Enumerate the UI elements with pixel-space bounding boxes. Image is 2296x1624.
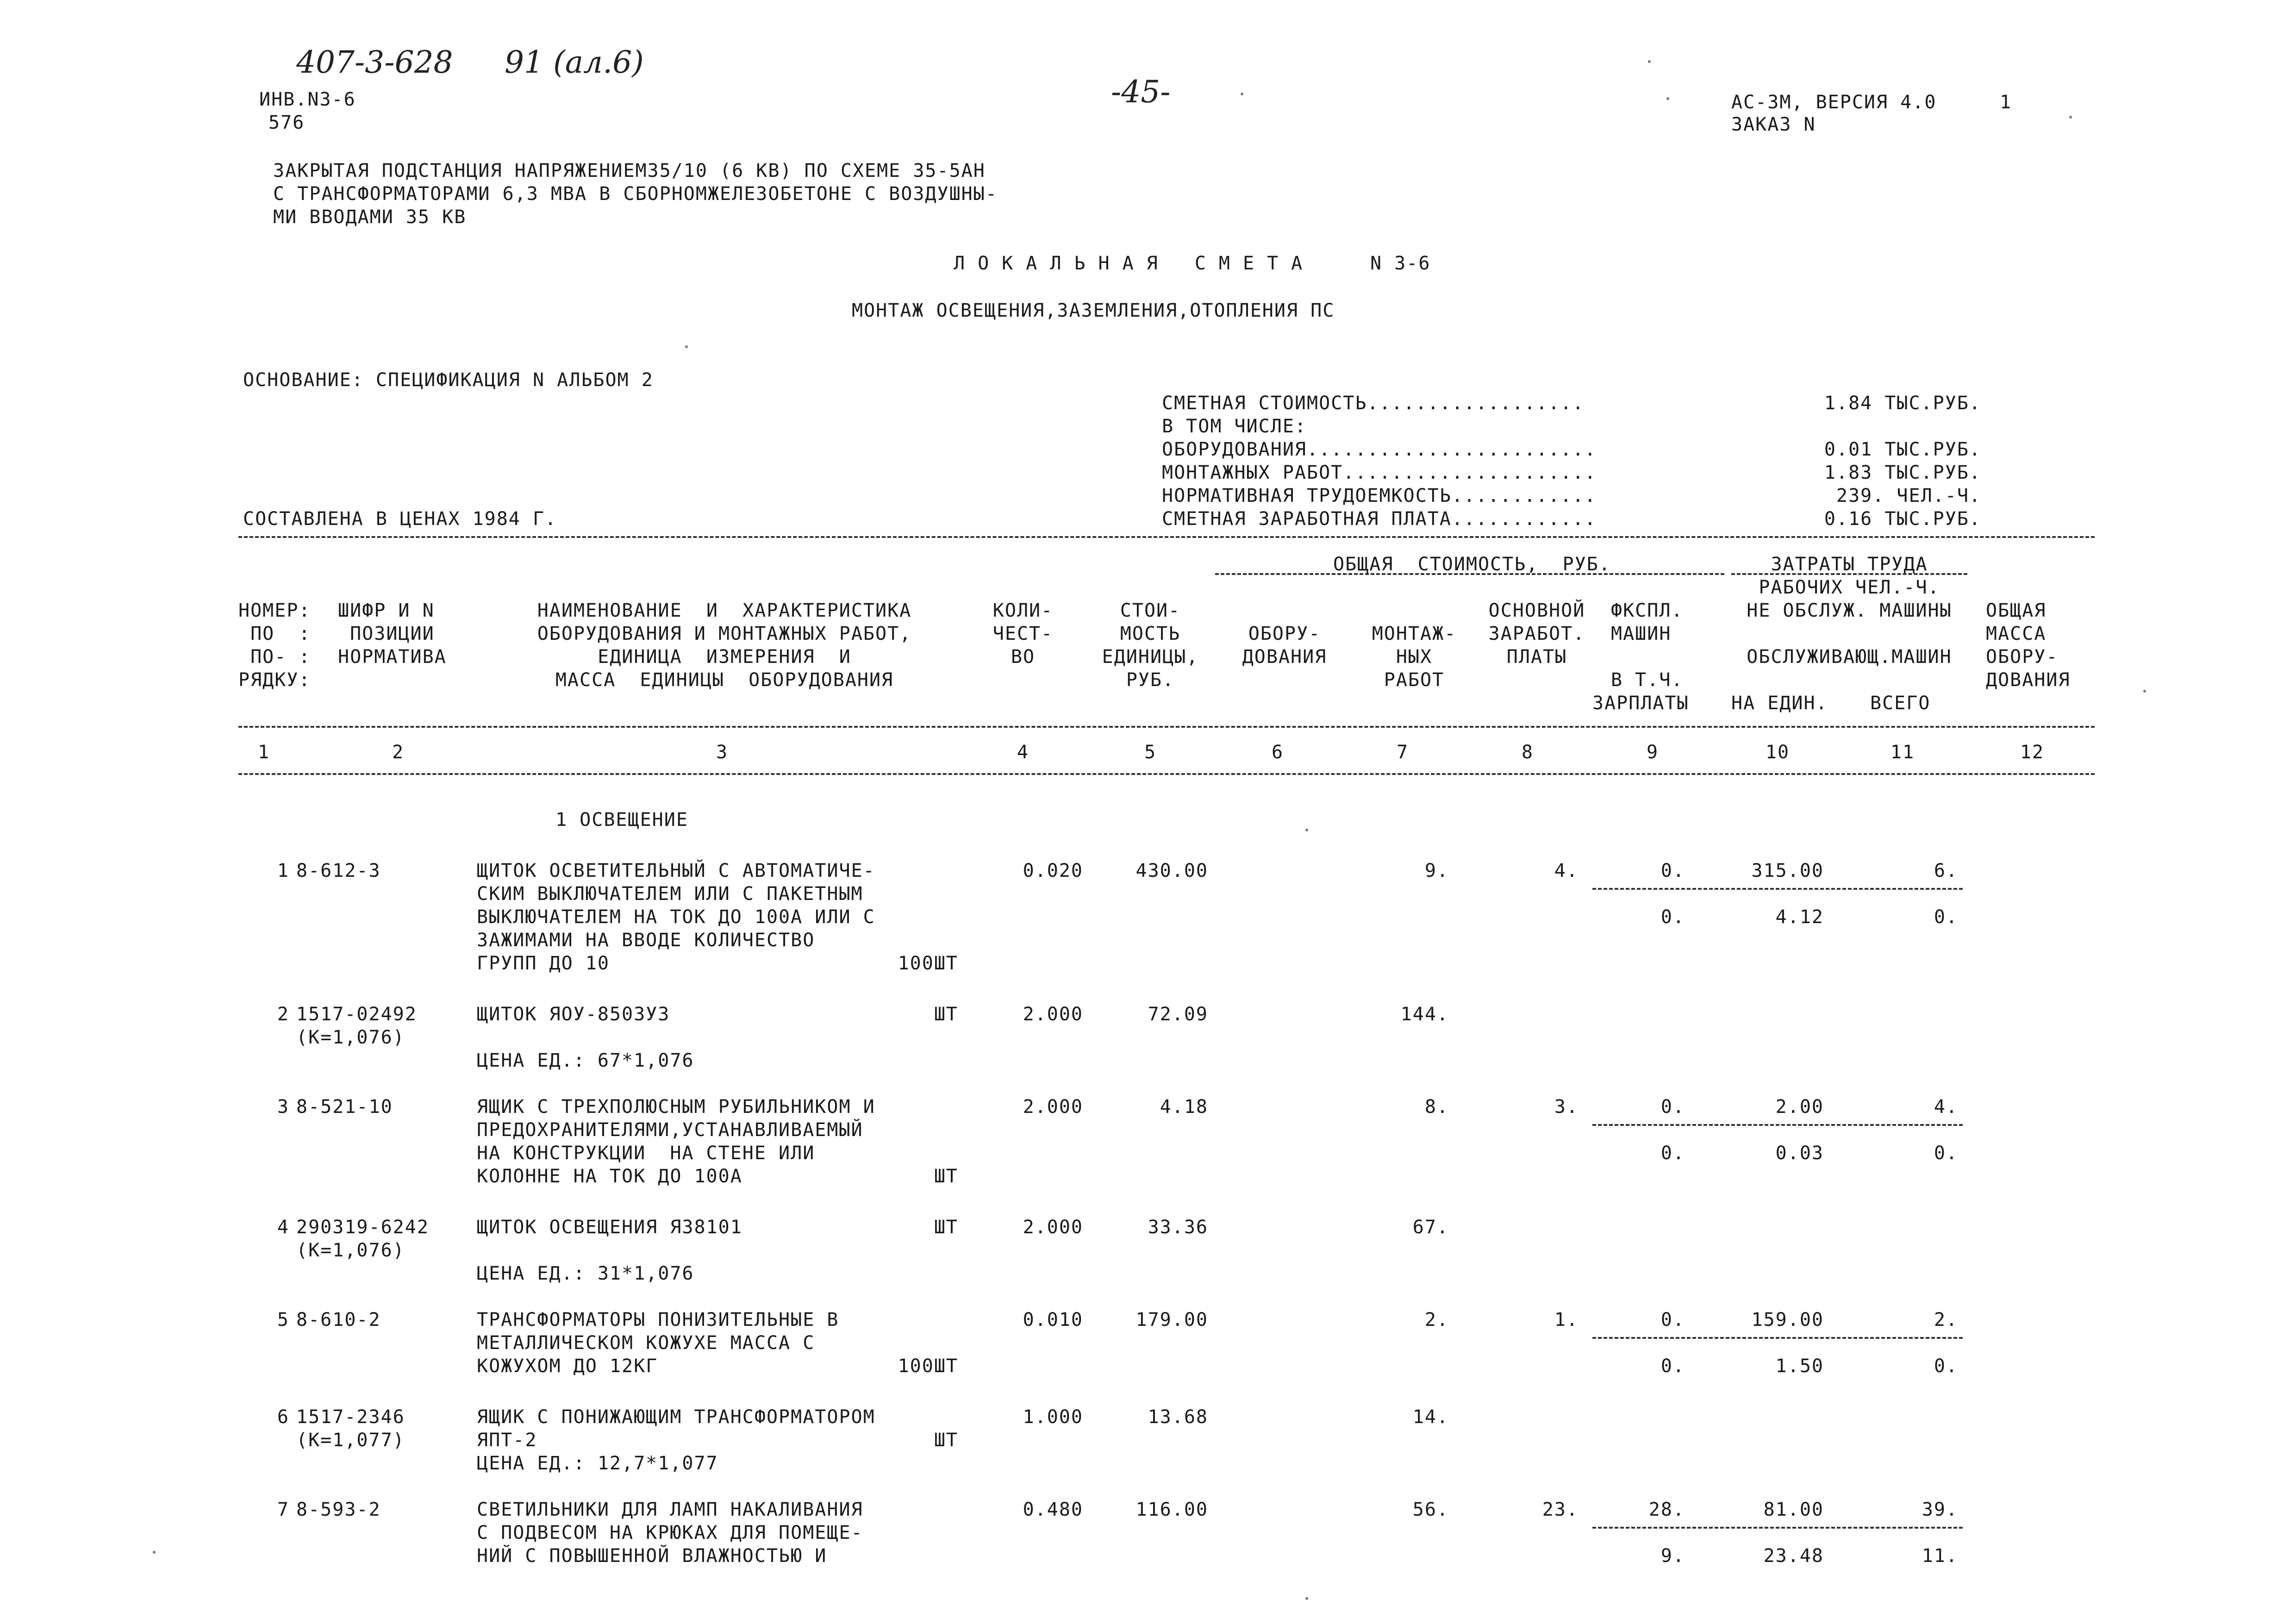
row-description: ЯЩИК С ТРЕХПОЛЮСНЫМ РУБИЛЬНИКОМ И <box>477 1096 875 1118</box>
col-header-labor: ЗАТРАТЫ ТРУДА <box>1771 554 1928 575</box>
scan-speck <box>1305 1597 1308 1600</box>
col-index: 6 <box>1271 742 1284 763</box>
scan-speck <box>1666 97 1669 100</box>
handwritten-album: 91 (ал.6) <box>505 44 644 80</box>
col-index: 2 <box>392 742 405 763</box>
row-description: КОЛОННЕ НА ТОК ДО 100А <box>477 1166 742 1187</box>
col-index: 3 <box>716 742 729 763</box>
row-service-total: 0. <box>1934 1143 1958 1164</box>
col-index: 4 <box>1017 742 1029 763</box>
row-mounting-cost: 67. <box>1412 1217 1449 1238</box>
row-quantity: 2.000 <box>1023 1096 1083 1118</box>
row-number: 3 <box>277 1096 289 1118</box>
col-header-mass: ОБЩАЯ <box>1986 600 2046 621</box>
row-number: 1 <box>277 860 289 881</box>
col-header-wages: ОСНОВНОЙ <box>1488 600 1585 621</box>
row-code: (К=1,076) <box>296 1027 405 1048</box>
col-header-number: НОМЕР: <box>238 600 311 621</box>
row-wage: 3. <box>1554 1096 1578 1118</box>
row-unit: ШТ <box>934 1430 958 1451</box>
row-unit-price: 13.68 <box>1148 1406 1208 1428</box>
col-header-name: ОБОРУДОВАНИЯ И МОНТАЖНЫХ РАБОТ, <box>537 623 912 644</box>
row-description: ТРАНСФОРМАТОРЫ ПОНИЗИТЕЛЬНЫЕ В <box>477 1309 839 1330</box>
col-index: 11 <box>1890 742 1915 763</box>
row-code: 8-612-3 <box>296 860 381 881</box>
estimate-number: N 3-6 <box>1370 253 1431 274</box>
summary-label: В ТОМ ЧИСЛЕ: <box>1162 416 1307 437</box>
summary-value: 1.84 ТЫС.РУБ. <box>1824 393 1981 414</box>
row-code: 8-610-2 <box>296 1309 381 1330</box>
scan-speck <box>2069 116 2072 119</box>
inventory-label: ИНВ.N3-6 <box>259 89 356 110</box>
row-unit-price: 4.18 <box>1160 1096 1208 1118</box>
basis-text: ОСНОВАНИЕ: СПЕЦИФИКАЦИЯ N АЛЬБОМ 2 <box>243 369 654 391</box>
col-header-total-cost: ОБЩАЯ СТОИМОСТЬ, РУБ. <box>1333 554 1611 575</box>
col-header-quantity: КОЛИ- <box>992 600 1054 621</box>
row-wage: 4. <box>1554 860 1578 881</box>
scan-speck <box>685 345 688 348</box>
inventory-number: 576 <box>268 112 305 133</box>
col-header-mounting: МОНТАЖ- <box>1372 623 1457 644</box>
row-description: ЯПТ-2 <box>477 1430 537 1451</box>
row-number: 2 <box>277 1004 289 1025</box>
col-header-wages: ПЛАТЫ <box>1506 646 1567 668</box>
row-description: СВЕТИЛЬНИКИ ДЛЯ ЛАМП НАКАЛИВАНИЯ <box>477 1499 863 1520</box>
row-labor-unit: 315.00 <box>1751 860 1824 881</box>
row-description: ЗАЖИМАМИ НА ВВОДЕ КОЛИЧЕСТВО <box>477 930 815 951</box>
row-machines: 0. <box>1660 1309 1685 1330</box>
col-header-number: ПО- : <box>238 646 311 668</box>
summary-label: НОРМАТИВНАЯ ТРУДОЕМКОСТЬ............ <box>1162 485 1597 506</box>
row-labor-total: 4. <box>1934 1096 1958 1118</box>
col-header-mounting: НЫХ <box>1396 646 1433 668</box>
row-service-unit: 23.48 <box>1763 1545 1824 1567</box>
header-rule-top <box>238 536 2095 538</box>
row-labor-total: 39. <box>1922 1499 1958 1520</box>
col-header-labor-unit: НА ЕДИН. <box>1731 693 1828 714</box>
row-quantity: 2.000 <box>1023 1004 1083 1025</box>
row-service-total: 0. <box>1934 1355 1958 1377</box>
row-unit: 100ШТ <box>898 953 958 974</box>
row-description: МЕТАЛЛИЧЕСКОМ КОЖУХЕ МАССА С <box>477 1332 815 1354</box>
row-number: 7 <box>277 1499 289 1520</box>
col-header-labor-sub: НЕ ОБСЛУЖ. МАШИНЫ <box>1747 600 1952 621</box>
summary-value: 239. ЧЕЛ.-Ч. <box>1836 485 1981 506</box>
sub-row-rule <box>1592 1527 1963 1529</box>
row-description: НИЙ С ПОВЫШЕННОЙ ВЛАЖНОСТЬЮ И <box>477 1545 827 1567</box>
row-quantity: 2.000 <box>1023 1217 1083 1238</box>
col-header-machines: МАШИН <box>1611 623 1672 644</box>
row-code: 290319-6242 <box>296 1217 429 1238</box>
col-header-equipment: ДОВАНИЯ <box>1242 646 1327 668</box>
row-service-total: 11. <box>1922 1545 1958 1567</box>
row-machine-wage: 9. <box>1660 1545 1685 1567</box>
row-mounting-cost: 56. <box>1412 1499 1449 1520</box>
project-line-3: МИ ВВОДАМИ 35 КВ <box>273 206 467 228</box>
col-index: 1 <box>257 742 270 763</box>
row-number: 6 <box>277 1406 289 1428</box>
col-index: 7 <box>1396 742 1409 763</box>
col-index: 8 <box>1521 742 1534 763</box>
row-labor-unit: 159.00 <box>1751 1309 1824 1330</box>
col-header-unit-cost: РУБ. <box>1126 669 1175 691</box>
row-machines: 0. <box>1660 860 1685 881</box>
row-labor-unit: 81.00 <box>1763 1499 1824 1520</box>
col-header-number: РЯДКУ: <box>238 669 311 691</box>
col-header-unit-cost: ЕДИНИЦЫ, <box>1102 646 1199 668</box>
row-unit-price: 33.36 <box>1148 1217 1208 1238</box>
estimate-subtitle: МОНТАЖ ОСВЕЩЕНИЯ,ЗАЗЕМЛЕНИЯ,ОТОПЛЕНИЯ ПС <box>852 300 1335 321</box>
row-service-unit: 1.50 <box>1775 1355 1824 1377</box>
row-machines: 0. <box>1660 1096 1685 1118</box>
project-line-1: ЗАКРЫТАЯ ПОДСТАНЦИЯ НАПРЯЖЕНИЕМ35/10 (6 КВ) ПО СХЕМЕ 35-5АН <box>273 160 986 181</box>
col-header-code: ПОЗИЦИИ <box>338 623 435 644</box>
row-code: 8-521-10 <box>296 1096 393 1118</box>
row-unit-price: 72.09 <box>1148 1004 1208 1025</box>
scan-speck <box>2143 690 2146 693</box>
row-description: ЯЩИК С ПОНИЖАЮЩИМ ТРАНСФОРМАТОРОМ <box>477 1406 875 1428</box>
col-index: 10 <box>1765 742 1790 763</box>
row-description: С ПОДВЕСОМ НА КРЮКАХ ДЛЯ ПОМЕЩЕ- <box>477 1522 863 1543</box>
row-unit-price: 179.00 <box>1136 1309 1208 1330</box>
row-machine-wage: 0. <box>1660 1355 1685 1377</box>
summary-label: СМЕТНАЯ СТОИМОСТЬ.................. <box>1162 393 1585 414</box>
col-header-mass: МАССА <box>1986 623 2046 644</box>
prices-year: СОСТАВЛЕНА В ЦЕНАХ 1984 Г. <box>243 508 557 530</box>
col-header-quantity: ЧЕСТ- <box>992 623 1054 644</box>
col-header-machines: ФКСПЛ. <box>1611 600 1684 621</box>
col-header-code: ШИФР И N <box>338 600 435 621</box>
scan-speck <box>1241 93 1243 95</box>
estimate-title: ЛОКАЛЬНАЯ СМЕТА <box>954 253 1316 274</box>
sub-row-rule <box>1592 1337 1963 1339</box>
row-description: ЩИТОК ОСВЕЩЕНИЯ ЯЗ8101 <box>477 1217 742 1238</box>
row-machines: 28. <box>1648 1499 1685 1520</box>
row-mounting-cost: 144. <box>1400 1004 1449 1025</box>
header-rule-mid <box>238 726 2095 728</box>
scan-speck <box>1648 60 1651 63</box>
col-header-number: ПО : <box>238 623 311 644</box>
col-index: 9 <box>1646 742 1659 763</box>
col-header-mounting: РАБОТ <box>1384 669 1445 691</box>
row-wage: 1. <box>1554 1309 1578 1330</box>
row-unit: ШТ <box>934 1004 958 1025</box>
col-header-mass: ОБОРУ- <box>1986 646 2059 668</box>
row-code: (К=1,076) <box>296 1240 405 1261</box>
col-header-mass: ДОВАНИЯ <box>1986 669 2071 691</box>
row-description: НА КОНСТРУКЦИИ НА СТЕНЕ ИЛИ <box>477 1143 815 1164</box>
row-service-total: 0. <box>1934 906 1958 928</box>
col-header-wages: ЗАРАБОТ. <box>1488 623 1585 644</box>
handwritten-doc-number: 407-3-628 <box>296 44 453 80</box>
scan-speck <box>153 1551 156 1554</box>
row-code: 1517-02492 <box>296 1004 417 1025</box>
row-labor-total: 2. <box>1934 1309 1958 1330</box>
col-header-machines: ЗАРПЛАТЫ <box>1592 693 1689 714</box>
col-header-name: МАССА ЕДИНИЦЫ ОБОРУДОВАНИЯ <box>555 669 894 691</box>
project-line-2: С ТРАНСФОРМАТОРАМИ 6,3 МВА В СБОРНОМЖЕЛЕЗОБЕТОНЕ С ВОЗДУШНЫ- <box>273 183 998 205</box>
order-label: ЗАКАЗ N <box>1731 114 1816 135</box>
row-unit-price: 116.00 <box>1136 1499 1208 1520</box>
section-heading: 1 ОСВЕЩЕНИЕ <box>555 809 688 831</box>
software-version: АС-3М, ВЕРСИЯ 4.0 <box>1731 92 1937 113</box>
col-header-equipment: ОБОРУ- <box>1248 623 1321 644</box>
row-wage: 23. <box>1542 1499 1578 1520</box>
row-mounting-cost: 14. <box>1412 1406 1449 1428</box>
row-unit: ШТ <box>934 1217 958 1238</box>
summary-value: 1.83 ТЫС.РУБ. <box>1824 462 1981 483</box>
scan-speck <box>1305 829 1308 831</box>
col-header-code: НОРМАТИВА <box>338 646 447 668</box>
sub-row-rule <box>1592 1124 1963 1126</box>
row-unit: ШТ <box>934 1166 958 1187</box>
row-description: ЩИТОК ЯОУ-8503У3 <box>477 1004 670 1025</box>
row-number: 4 <box>277 1217 289 1238</box>
col-header-labor-sub: ОБСЛУЖИВАЮЩ.МАШИН <box>1747 646 1952 668</box>
col-header-labor-total: ВСЕГО <box>1870 693 1931 714</box>
row-quantity: 0.480 <box>1023 1499 1083 1520</box>
row-price-note: ЦЕНА ЕД.: 67*1,076 <box>477 1050 694 1071</box>
row-description: ГРУПП ДО 10 <box>477 953 610 974</box>
row-labor-total: 6. <box>1934 860 1958 881</box>
row-description: ПРЕДОХРАНИТЕЛЯМИ,УСТАНАВЛИВАЕМЫЙ <box>477 1119 863 1141</box>
row-number: 5 <box>277 1309 289 1330</box>
row-quantity: 0.010 <box>1023 1309 1083 1330</box>
header-rule-bottom <box>238 773 2095 775</box>
row-service-unit: 0.03 <box>1775 1143 1824 1164</box>
col-header-machines: В Т.Ч. <box>1611 669 1684 691</box>
row-price-note: ЦЕНА ЕД.: 12,7*1,077 <box>477 1453 718 1474</box>
row-mounting-cost: 8. <box>1424 1096 1449 1118</box>
summary-label: МОНТАЖНЫХ РАБОТ..................... <box>1162 462 1597 483</box>
row-code: (К=1,077) <box>296 1430 405 1451</box>
sub-row-rule <box>1592 888 1963 890</box>
row-unit-price: 430.00 <box>1136 860 1208 881</box>
row-code: 8-593-2 <box>296 1499 381 1520</box>
col-header-name: НАИМЕНОВАНИЕ И ХАРАКТЕРИСТИКА <box>537 600 912 621</box>
col-header-unit-cost: МОСТЬ <box>1120 623 1181 644</box>
row-machine-wage: 0. <box>1660 906 1685 928</box>
row-code: 1517-2346 <box>296 1406 405 1428</box>
summary-label: ОБОРУДОВАНИЯ........................ <box>1162 439 1597 460</box>
sheet-number: 1 <box>2000 92 2012 113</box>
row-quantity: 1.000 <box>1023 1406 1083 1428</box>
col-header-unit-cost: СТОИ- <box>1120 600 1181 621</box>
col-header-name: ЕДИНИЦА ИЗМЕРЕНИЯ И <box>598 646 851 668</box>
col-index: 12 <box>2020 742 2045 763</box>
row-description: КОЖУХОМ ДО 12КГ <box>477 1355 658 1377</box>
col-header-labor: РАБОЧИХ ЧЕЛ.-Ч. <box>1759 577 1940 598</box>
summary-label: СМЕТНАЯ ЗАРАБОТНАЯ ПЛАТА............ <box>1162 508 1597 530</box>
row-quantity: 0.020 <box>1023 860 1083 881</box>
row-mounting-cost: 9. <box>1424 860 1449 881</box>
row-unit: 100ШТ <box>898 1355 958 1377</box>
row-description: ЩИТОК ОСВЕТИТЕЛЬНЫЙ С АВТОМАТИЧЕ- <box>477 860 875 881</box>
row-machine-wage: 0. <box>1660 1143 1685 1164</box>
handwritten-page-number: -45- <box>1111 74 1171 110</box>
col-header-quantity: ВО <box>1011 646 1036 668</box>
summary-value: 0.16 ТЫС.РУБ. <box>1824 508 1981 530</box>
row-description: СКИМ ВЫКЛЮЧАТЕЛЕМ ИЛИ С ПАКЕТНЫМ <box>477 883 863 905</box>
row-mounting-cost: 2. <box>1424 1309 1449 1330</box>
row-labor-unit: 2.00 <box>1775 1096 1824 1118</box>
summary-value: 0.01 ТЫС.РУБ. <box>1824 439 1981 460</box>
row-service-unit: 4.12 <box>1775 906 1824 928</box>
row-price-note: ЦЕНА ЕД.: 31*1,076 <box>477 1263 694 1284</box>
row-description: ВЫКЛЮЧАТЕЛЕМ НА ТОК ДО 100А ИЛИ С <box>477 906 875 928</box>
col-index: 5 <box>1144 742 1157 763</box>
